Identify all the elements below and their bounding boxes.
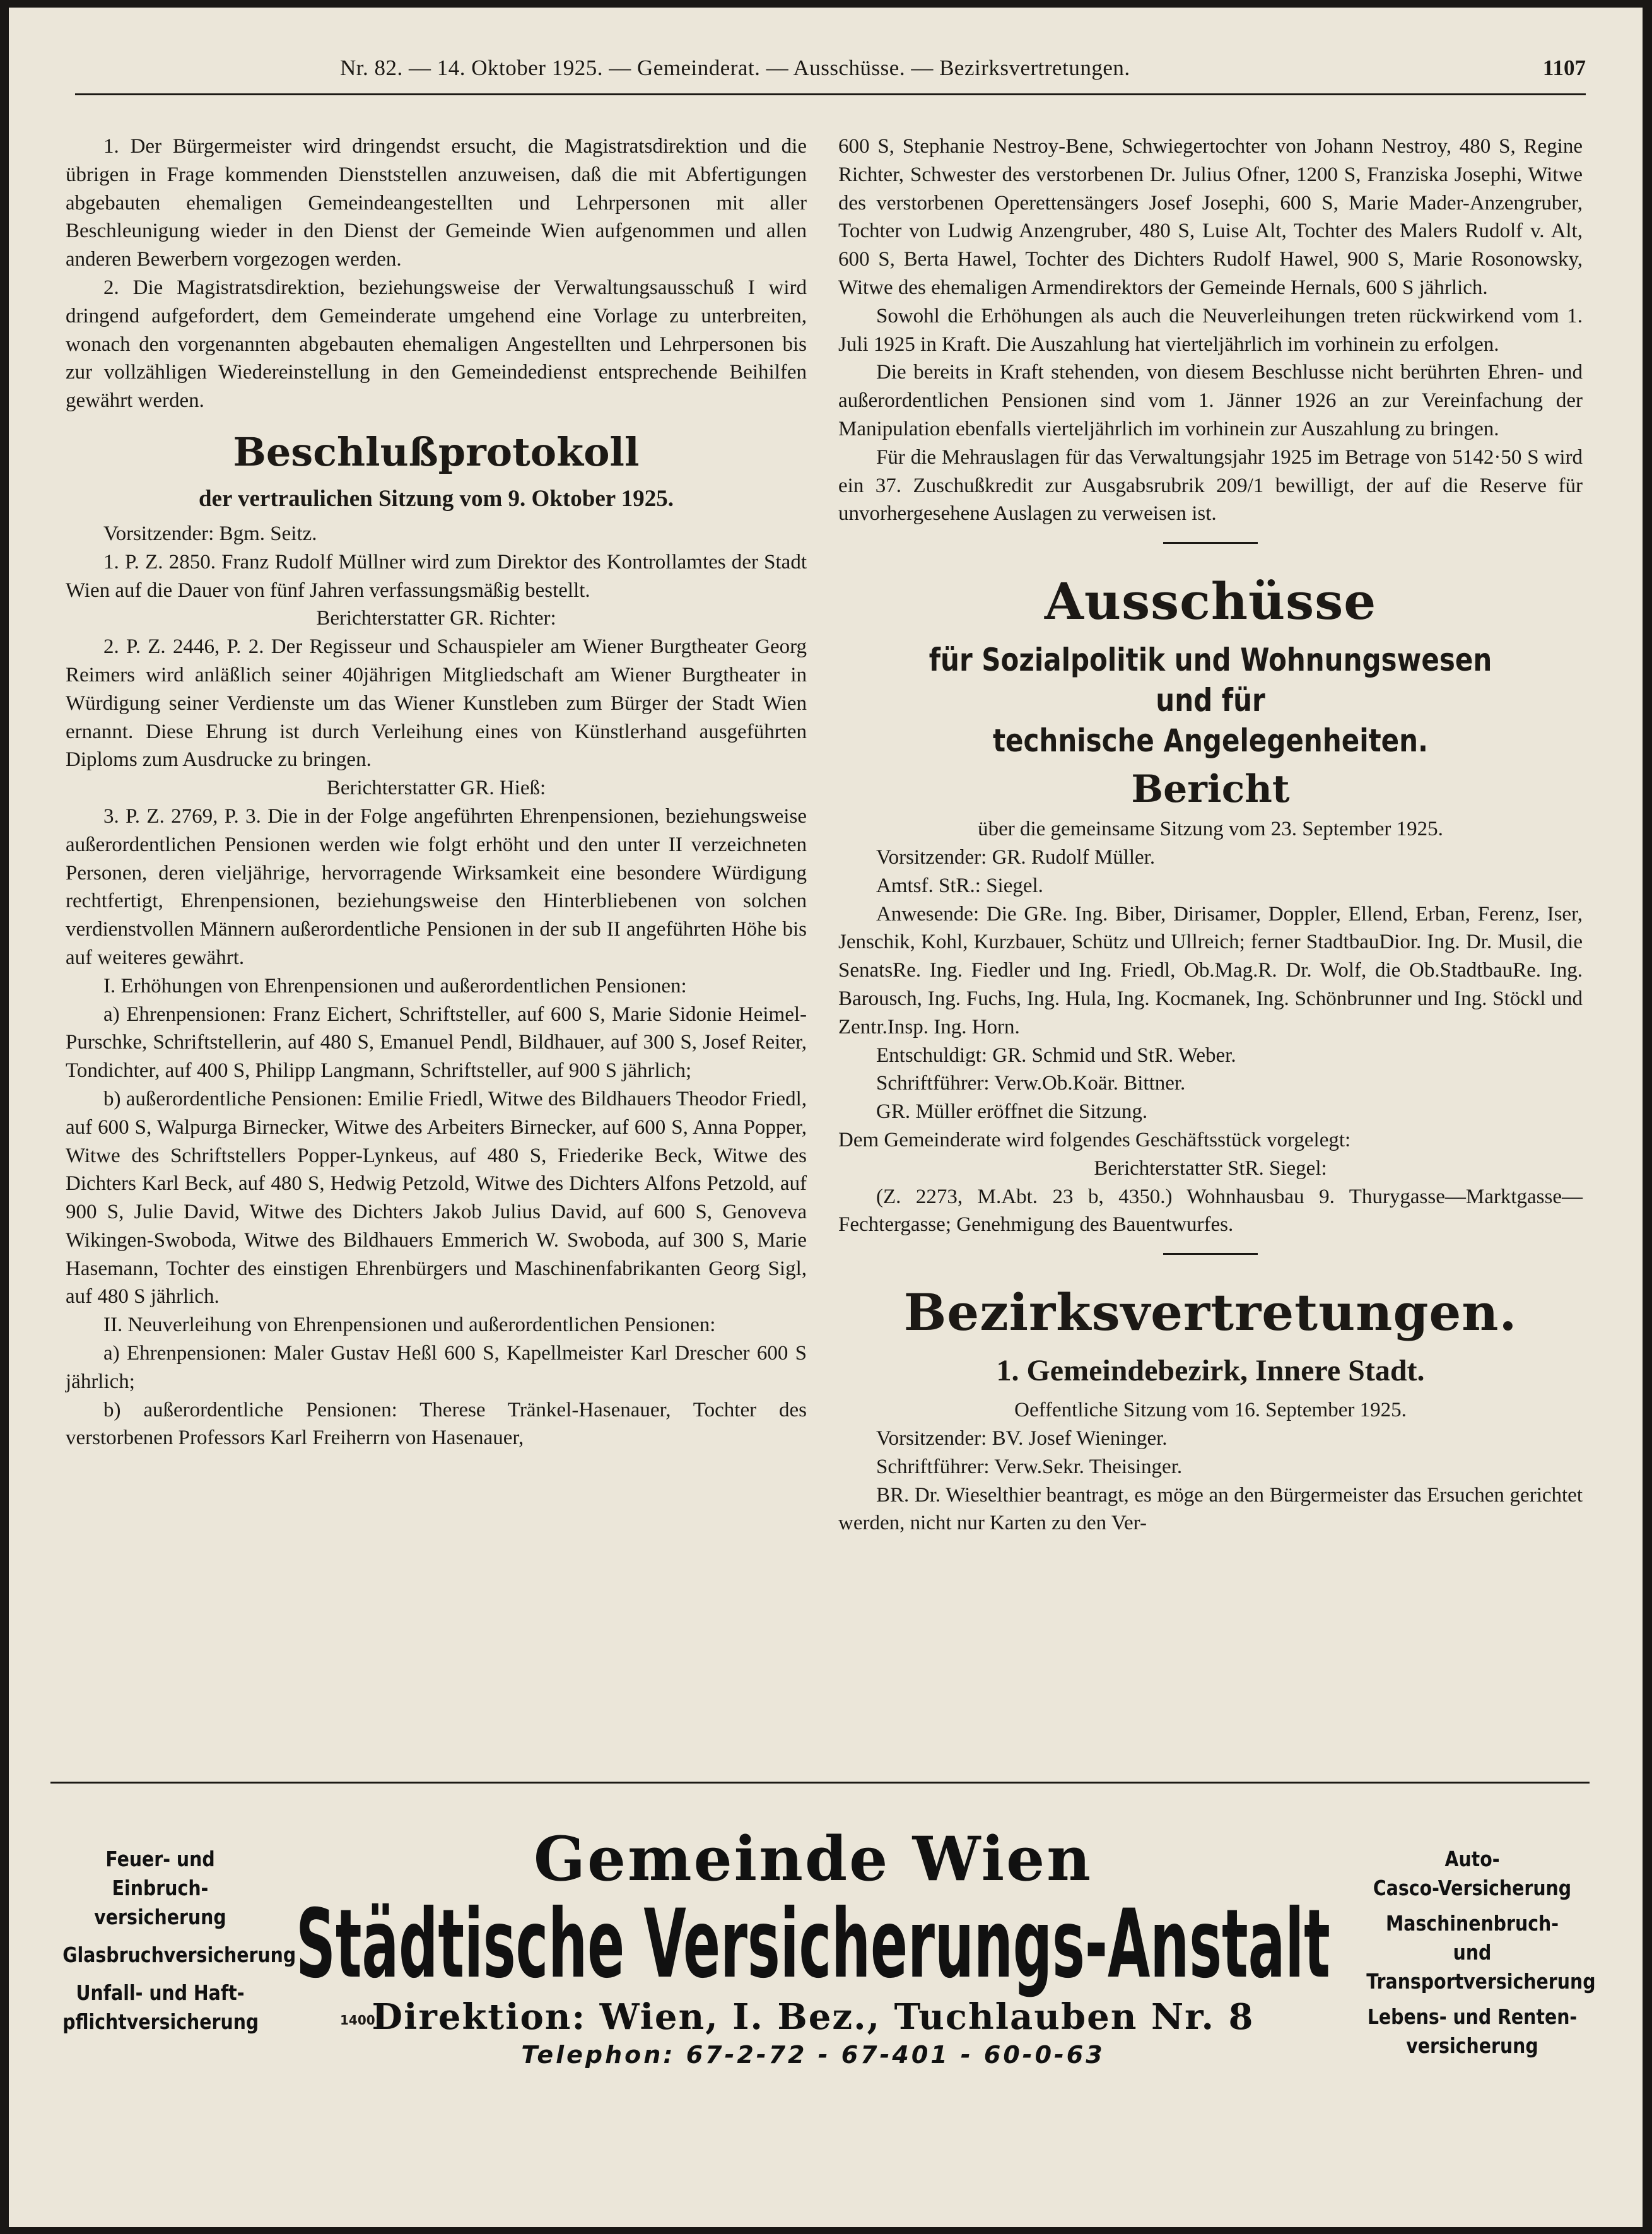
header-rule [75, 93, 1586, 95]
heading-bezirksvertretungen: Bezirksvertretungen. [903, 1283, 1518, 1343]
ad-address: Direktion: Wien, I. Bez., Tuchlauben Nr. 8 [372, 1996, 1255, 2038]
ad-right-item: Casco-Versicherung [1373, 1876, 1572, 1900]
section-divider [1163, 542, 1258, 544]
attendees: Anwesende: Die GRe. Ing. Biber, Dirisamer, Doppler, Ellend, Erban, Ferenz, Iser, Jenschik, Kohl, Kurzbauer, Schütz und Ullreich; ferner StadtbauDior. Ing. Dr. Musil, die SenatsRe. Ing. Fiedler und Ing. Friedl, Ob.Mag.R. Dr. Wolf, die Ob.StadtbauRe. Ing. Barousch, Ing. Fuchs, Ing. Hula, Ing. Kocmanek, Ing. Schönbrunner und Ing. Stöckl und Zentr.Insp. Ing. Horn. [838, 902, 1583, 1038]
heading-bericht: Bericht [1131, 767, 1290, 812]
ad-left-list [47, 1845, 296, 2037]
motion-wieselthier: BR. Dr. Wieselthier beantragt, es möge an den Bürgermeister das Ersuchen gerichtet werden, nicht nur Karten zu den Ver- [838, 1483, 1583, 1535]
paragraph-1: 1. Der Bürgermeister wird dringendst ersucht, die Magistratsdirektion und die übrigen in Frage kommenden Dienststellen anzuweisen, daß die mit Abfertigungen abgebauten ehemaligen Gemeindeangestellten und Lehrpersonen mit aller Beschleunigung wieder in den Dienst der Gemeinde Wien aufgenommen und allen anderen Bewerbern vorgezogen werden. [66, 135, 807, 271]
ad-company-name: Städtische Versicherungs-Anstalt [296, 1890, 1330, 1999]
section-divider [1163, 1253, 1258, 1255]
ad-left-item: Unfall- und Haft- [76, 1980, 245, 2005]
excused: Entschuldigt: GR. Schmid und StR. Weber. [876, 1044, 1236, 1067]
page-header [75, 52, 1586, 87]
section-I: I. Erhöhungen von Ehrenpensionen und außerordentlichen Pensionen: [103, 974, 687, 997]
secretary: Schriftführer: Verw.Ob.Koär. Bittner. [876, 1072, 1186, 1095]
heading-beschlussprotokoll: Beschlußprotokoll [233, 428, 640, 475]
newspaper-page [9, 8, 1643, 2227]
ad-right-item: versicherung [1406, 2033, 1538, 2058]
item-1: 1. P. Z. 2850. Franz Rudolf Müllner wird zum Direktor des Kontrollamtes der Stadt Wien auf die Dauer von fünf Jahren verfassungsmäßig bestellt. [66, 550, 807, 602]
submission-line: Dem Gemeinderate wird folgendes Geschäftsstück vorgelegt: [838, 1128, 1351, 1151]
section-I-b: b) außerordentliche Pensionen: Emilie Friedl, Witwe des Bildhauers Theodor Friedl, auf 600 S, Walpurga Birnecker, Witwe des Arbeiters Birnecker, auf 600 S, Anna Popper, Witwe des Schriftstellers Popper-Lynkeus, auf 480 S, Friederike Beck, Witwe des Dichters Karl Beck, auf 480 S, Hedwig Petzold, Witwe des Dichters Alfons Petzold, auf 900 S, Julie David, Witwe des Dichters Jakob Julius David, auf 600 S, Genoveva Wikingen-Swoboda, Witwe des Bildhauers Emmerich W. Swoboda, auf 300 S, Marie Hasemann, Tochter des einstigen Ehrenbürgers und Maschinenfabrikanten Georg Sigl, auf 480 S jährlich. [66, 1087, 807, 1308]
section-II-b: b) außerordentliche Pensionen: Therese Tränkel-Hasenauer, Tochter des verstorbenen Professors Karl Freiherrn von Hasenauer, [66, 1398, 807, 1450]
section-II-a: a) Ehrenpensionen: Maler Gustav Heßl 600 S, Kapellmeister Karl Drescher 600 S jährlich; [66, 1342, 807, 1393]
acting-councillor: Amtsf. StR.: Siegel. [876, 874, 1043, 897]
section-I-a: a) Ehrenpensionen: Franz Eichert, Schriftsteller, auf 600 S, Marie Sidonie Heimel-Purschke, Schriftstellerin, auf 480 S, Emanuel Pendl, Bildhauer, auf 300 S, Josef Reiter, Tondichter, auf 400 S, Philipp Langmann, Schriftsteller, auf 900 S jährlich; [66, 1002, 807, 1083]
session-subtitle: über die gemeinsame Sitzung vom 23. September 1925. [978, 818, 1443, 841]
ad-left-item: Glasbruchversicherung [62, 1943, 296, 1967]
advertisement-rule [50, 1782, 1590, 1784]
ad-left-item: Feuer- und Einbruch- [105, 1847, 215, 1900]
ad-telephone: Telephon: 67-2-72 - 67-401 - 60-0-63 [521, 2041, 1105, 2069]
paragraph-2: 2. Die Magistratsdirektion, beziehungsweise der Verwaltungsausschuß I wird dringend aufgefordert, dem Gemeinderate umgehend eine Vorlage zu unterbreiten, wonach den vorgenannten abgebauten ehemaligen Angestellten und Lehrpersonen bis zur vollzähligen Wiedereinstellung in den Gemeindedienst entsprechende Beihilfen gewährt werden. [66, 276, 807, 413]
ad-right-list [1349, 1845, 1595, 2061]
ad-left-item: pflichtversicherung [62, 2009, 259, 2034]
heading-ausschuesse: Ausschüsse [1044, 572, 1377, 632]
page-number: 1107 [1542, 56, 1586, 80]
district-secretary: Schriftführer: Verw.Sekr. Theisinger. [876, 1455, 1183, 1478]
left-column [66, 132, 807, 1452]
public-session-date: Oeffentliche Sitzung vom 16. September 1925. [1014, 1399, 1407, 1422]
heading-committees-line1: für Sozialpolitik und Wohnungswesen und für [929, 642, 1492, 719]
heading-committees-line2: technische Angelegenheiten. [992, 722, 1429, 760]
heading-sitzung: der vertraulichen Sitzung vom 9. Oktober 1925. [199, 485, 674, 512]
advertisement [274, 1825, 1352, 2071]
ad-left-item: versicherung [94, 1905, 226, 1929]
chairman-line: Vorsitzender: GR. Rudolf Müller. [876, 845, 1156, 869]
item-z2273: (Z. 2273, M.Abt. 23 b, 4350.) Wohnhausbau 9. Thurygasse—Marktgasse—Fechtergasse; Genehmigung des Bauentwurfes. [838, 1185, 1583, 1237]
paragraph-bereits: Die bereits in Kraft stehenden, von diesem Beschlusse nicht berührten Ehren- und außerordentlichen Pensionen sind vom 1. Jänner 1926 an zur Vereinfachung der Manipulation ebenfalls vierteljährlich im vorhinein zur Auszahlung zu bringen. [838, 361, 1583, 440]
ad-right-item: Maschinenbruch- und [1385, 1911, 1559, 1965]
session-opened: GR. Müller eröffnet die Sitzung. [876, 1100, 1148, 1124]
section-II: II. Neuverleihung von Ehrenpensionen und außerordentlichen Pensionen: [103, 1314, 716, 1337]
item-3: 3. P. Z. 2769, P. 3. Die in der Folge angeführten Ehrenpensionen, beziehungsweise außerordentlichen Pensionen werden wie folgt erhöht und den unter II verzeichneten Personen, deren vieljährige, hervorragende Wirksamkeit eine besondere Würdigung rechtfertigt, Ehrenpensionen, beziehungsweise den Hinterbliebenen von solchen verdienstvollen Männern außerordentliche Pensionen in der sub II angeführten Höhe bis auf weiteres gewährt. [66, 804, 807, 969]
heading-bezirk-1: 1. Gemeindebezirk, Innere Stadt. [996, 1354, 1425, 1388]
ad-right-item: Lebens- und Renten- [1367, 2004, 1578, 2029]
right-column [838, 132, 1583, 1537]
ad-print-mark: 1400 [340, 2013, 375, 2028]
ad-right-item: Transportversicherung [1366, 1969, 1596, 1994]
paragraph-sowohl: Sowohl die Erhöhungen als auch die Neuverleihungen treten rückwirkend vom 1. Juli 1925 in Kraft. Die Auszahlung hat vierteljährlich im vorhinein zu erfolgen. [838, 304, 1583, 356]
paragraph-continuation: 600 S, Stephanie Nestroy-Bene, Schwiegertochter von Johann Nestroy, 480 S, Regine Richter, Schwester des verstorbenen Dr. Julius Ofner, 1200 S, Franziska Josephi, Witwe des verstorbenen Operettensängers Josef Josephi, 600 S, Marie Mader-Anzengruber, Tochter von Ludwig Anzengruber, 480 S, Luise Alt, Tochter des Malers Rudolf v. Alt, 600 S, Berta Hawel, Tochter des Dichters Rudolf Hawel, 900 S, Marie Rosonowsky, Witwe des ehemaligen Armendirektors der Gemeinde Hernals, 600 S jährlich. [838, 135, 1583, 299]
district-chairman: Vorsitzender: BV. Josef Wieninger. [876, 1426, 1168, 1450]
item-2: 2. P. Z. 2446, P. 2. Der Regisseur und Schauspieler am Wiener Burgtheater Georg Reimers wird anläßlich seiner 40jährigen Mitgliedschaft am Wiener Burgtheater in Würdigung seiner Verdienste um das Wiener Kunstleben zum Bürger der Stadt Wien ernannt. Diese Ehrung ist durch Verleihung eines von Künstlerhand ausgeführten Diploms zum Ausdrucke zu bringen. [66, 635, 807, 772]
ad-title: Gemeinde Wien [533, 1823, 1093, 1895]
paragraph-mehrauslagen: Für die Mehrauslagen für das Verwaltungsjahr 1925 im Betrage von 5142·50 S wird ein 37. Zuschußkredit zur Ausgabsrubrik 209/1 bewilligt, der auf die Reserve für unvorhergesehene Auslagen zu verweisen ist. [838, 445, 1583, 526]
ad-right-item: Auto- [1444, 1847, 1500, 1871]
rapporteur-siegel: Berichterstatter StR. Siegel: [1094, 1156, 1327, 1180]
rapporteur-richter: Berichterstatter GR. Richter: [316, 607, 556, 630]
chairman-line: Vorsitzender: Bgm. Seitz. [103, 522, 317, 545]
running-header: Nr. 82. — 14. Oktober 1925. — Gemeinderat. — Ausschüsse. — Bezirksvertretungen. [340, 56, 1130, 80]
rapporteur-hiess: Berichterstatter GR. Hieß: [326, 777, 546, 800]
